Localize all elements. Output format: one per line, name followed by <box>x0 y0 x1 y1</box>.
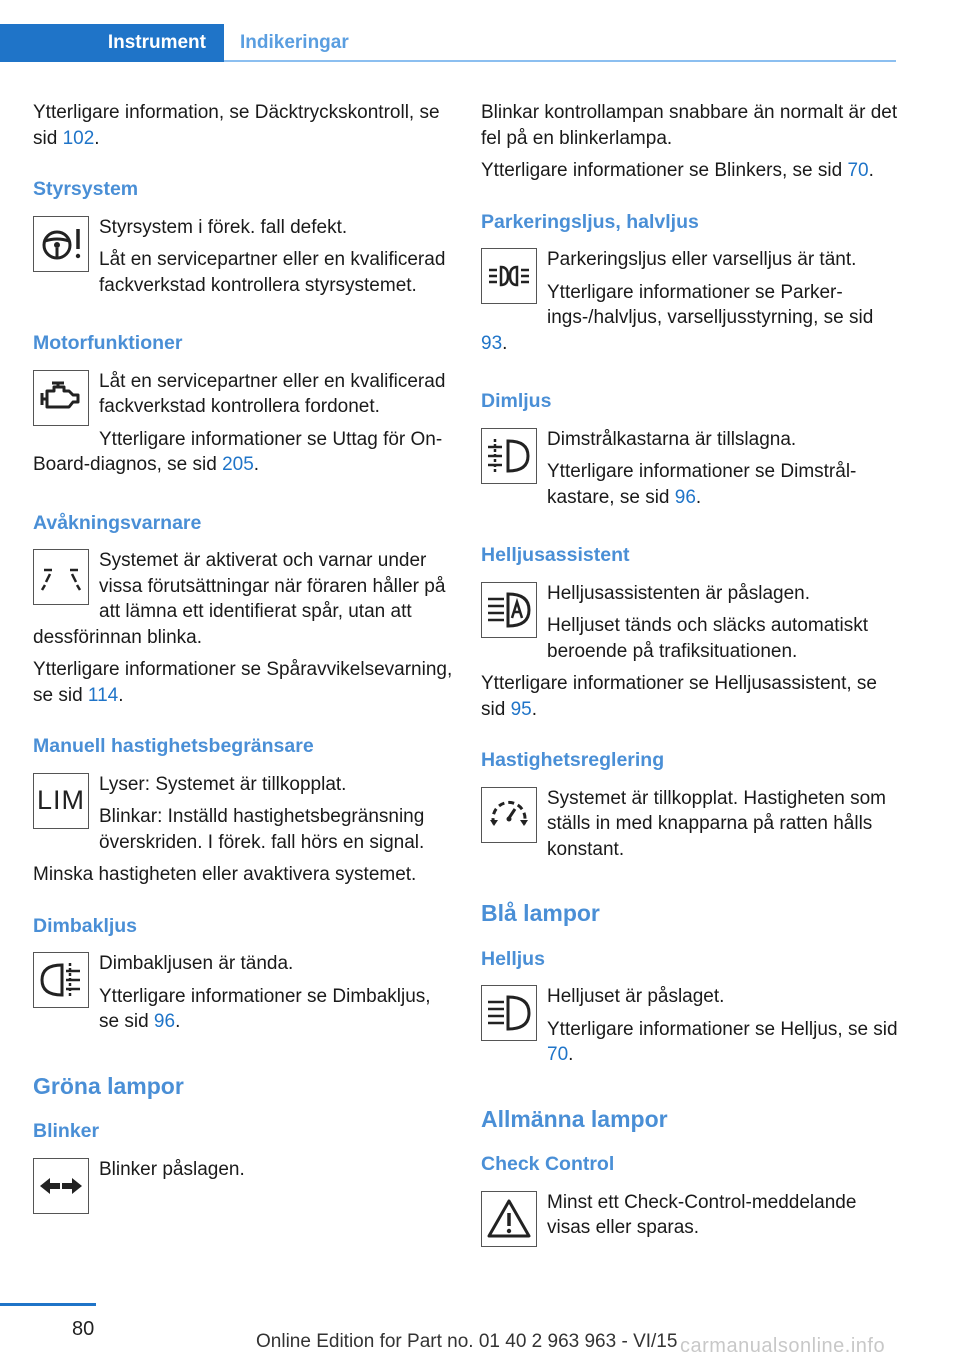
section-allmanna-lampor: Allmänna lampor <box>481 1105 668 1132</box>
intro-paragraph: Ytterligare information, se Däcktryckskontroll, se sid 102. <box>33 102 440 149</box>
item-lim <box>33 772 453 863</box>
item-avakningsvarnare <box>33 548 453 657</box>
motor-p2-text: Ytterligare informationer se Uttag för On-Board-diagnos, se sid <box>33 428 443 475</box>
park-p2-text: Ytterligare informationer se Parkerings-/halvljus, varselljusstyrning, se sid <box>547 281 874 328</box>
park-p1: Parkeringsljus eller varselljus är tänt. <box>547 249 857 270</box>
lane-departure-icon <box>33 549 89 605</box>
page-link-95[interactable]: 95 <box>510 698 532 720</box>
blinker-p1: Blinker påslagen. <box>99 1158 245 1180</box>
section-bla-lampor: Blå lampor <box>481 900 600 926</box>
front-fog-light-icon <box>481 428 537 484</box>
left-column <box>33 100 453 1218</box>
heading-hastighetsreglering: Hastighetsreglering <box>481 749 665 771</box>
motor-p2: Ytterligare informationer se Uttag för On-Board-diagnos, se sid 205. <box>33 428 443 475</box>
intro-text: Ytterligare information, se Däcktryckskontroll, se sid <box>33 102 440 149</box>
dim-p2: Ytterligare informationer se Dimstrålkastare, se sid 96. <box>547 461 857 508</box>
avak-p2-text: Ytterligare informationer se Spåravvikelsevarning, se sid <box>33 659 453 706</box>
hell-p1: Helljuset är påslaget. <box>547 986 725 1007</box>
turn-signal-icon <box>33 1158 89 1214</box>
page-link-96-right[interactable]: 96 <box>674 486 696 508</box>
heading-dimljus: Dimljus <box>481 390 552 412</box>
item-dimbakljus <box>33 951 453 1042</box>
dimbak-p2-text: Ytterligare informationer se Dimbakljus, se sid <box>99 985 431 1032</box>
right-column <box>481 100 901 1251</box>
heading-motorfunktioner: Motorfunktioner <box>33 332 183 354</box>
item-styrsystem <box>33 215 453 306</box>
dim-p1: Dimstrålkastarna är tillslagna. <box>547 428 797 450</box>
blink-p1: Blinkar kontrollampan snabbare än normalt är det fel på en blinkerlampa. <box>481 102 898 149</box>
heading-dimbakljus: Dimbakljus <box>33 914 138 937</box>
hla-p3-text: Ytterligare informationer se Helljusassistent, se sid <box>481 673 878 720</box>
heading-helljusassistent: Helljusassistent <box>481 544 630 566</box>
footer-edition: Online Edition for Part no. 01 40 2 963 963 - VI/15 <box>256 1331 678 1352</box>
styr-p2: Låt en servicepartner eller en kvalificerad fackverkstad kontrollera styrsystemet. <box>99 249 446 296</box>
item-parkeringsljus <box>481 247 901 363</box>
page-link-70-a[interactable]: 70 <box>847 160 869 181</box>
speed-limiter-icon <box>33 773 89 829</box>
dimbak-p1: Dimbakljusen är tända. <box>99 953 294 974</box>
hla-p1: Helljusassistenten är påslagen. <box>547 582 810 604</box>
heading-blinker: Blinker <box>33 1120 100 1142</box>
styr-p1: Styrsystem i förek. fall defekt. <box>99 216 348 238</box>
lim-p2: Blinkar: Inställd hastighetsbegränsning överskriden. I förek. fall hörs en signal. <box>99 806 425 853</box>
high-beam-icon <box>481 985 537 1041</box>
page-number: 80 <box>72 1318 95 1340</box>
item-helljus <box>481 984 901 1075</box>
hla-p3: Ytterligare informationer se Helljusassistent, se sid 95. <box>481 673 878 720</box>
lim-p3: Minska hastigheten eller avaktivera systemet. <box>33 864 417 885</box>
avak-p1: Systemet är aktiverat och varnar under vissa förutsättningar när föraren håller på att lämna ett identifierat spår, utan att dessförinnan blinka. <box>33 550 446 648</box>
high-beam-assistant-icon <box>481 582 537 638</box>
cruise-control-icon <box>481 787 537 843</box>
section-grona-lampor: Gröna lampor <box>33 1072 184 1099</box>
engine-icon <box>33 370 89 426</box>
item-helljusassistent <box>481 581 901 672</box>
hell-p2-text: Ytterligare informationer se Helljus, se sid <box>547 1018 898 1040</box>
top-nav <box>0 0 960 64</box>
parking-light-icon <box>481 248 537 304</box>
tab-instrument[interactable]: Instrument <box>0 24 224 62</box>
hell-p2: Ytterligare informationer se Helljus, se sid 70. <box>547 1018 898 1065</box>
heading-hastighetsbegransare: Manuell hastighetsbegränsare <box>33 735 314 757</box>
warning-triangle-icon <box>481 1191 537 1247</box>
dim-p2-text: Ytterligare informationer se Dimstrålkastare, se sid <box>547 461 857 508</box>
heading-avakningsvarnare: Avåkningsvarnare <box>33 511 202 534</box>
item-blinker <box>33 1157 453 1218</box>
blink-p2: Ytterligare informationer se Blinkers, se sid 70. <box>481 160 874 181</box>
park-p2: Ytterligare informationer se Parkerings-/halvljus, varselljusstyrning, se sid 93. <box>481 281 874 354</box>
steering-warning-icon <box>33 216 89 272</box>
hla-p2: Helljuset tänds och släcks automatiskt beroende på trafiksituationen. <box>547 615 869 662</box>
page-link-205[interactable]: 205 <box>222 454 254 475</box>
heading-styrsystem: Styrsystem <box>33 178 139 200</box>
page-link-70-b[interactable]: 70 <box>547 1044 569 1065</box>
lim-p1: Lyser: Systemet är tillkopplat. <box>99 773 347 795</box>
heading-helljus: Helljus <box>481 947 545 970</box>
dimbak-p2: Ytterligare informationer se Dimbakljus, se sid 96. <box>99 985 431 1032</box>
page-link-93[interactable]: 93 <box>481 332 503 354</box>
heading-check-control: Check Control <box>481 1153 615 1175</box>
item-check-control <box>481 1190 901 1251</box>
page-link-102[interactable]: 102 <box>62 127 95 149</box>
header-divider <box>224 60 896 62</box>
blink-p2-text: Ytterligare informationer se Blinkers, se sid <box>481 160 848 181</box>
avak-p2: Ytterligare informationer se Spåravvikelsevarning, se sid 114. <box>33 659 453 706</box>
item-hastighetsreglering <box>481 786 901 870</box>
heading-parkeringsljus: Parkeringsljus, halvljus <box>481 210 699 233</box>
rear-fog-light-icon <box>33 952 89 1008</box>
motor-p1: Låt en servicepartner eller en kvalificerad fackverkstad kontrollera fordonet. <box>99 370 446 417</box>
item-dimljus <box>481 427 901 518</box>
lim-icon-label: LIM <box>36 784 85 815</box>
footer-accent-line <box>0 1303 96 1306</box>
cruise-p1: Systemet är tillkopplat. Hastigheten som ställs in med knapparna på ratten hålls konstant. <box>547 787 886 860</box>
page-link-114[interactable]: 114 <box>87 684 119 706</box>
cc-p1: Minst ett Check-Control-meddelande visas eller sparas. <box>547 1191 857 1238</box>
tab-indikeringar[interactable]: Indikeringar <box>240 32 349 53</box>
watermark: carmanualsonline.info <box>680 1335 886 1357</box>
item-motorfunktioner <box>33 369 453 485</box>
page-link-96-left[interactable]: 96 <box>153 1011 176 1032</box>
